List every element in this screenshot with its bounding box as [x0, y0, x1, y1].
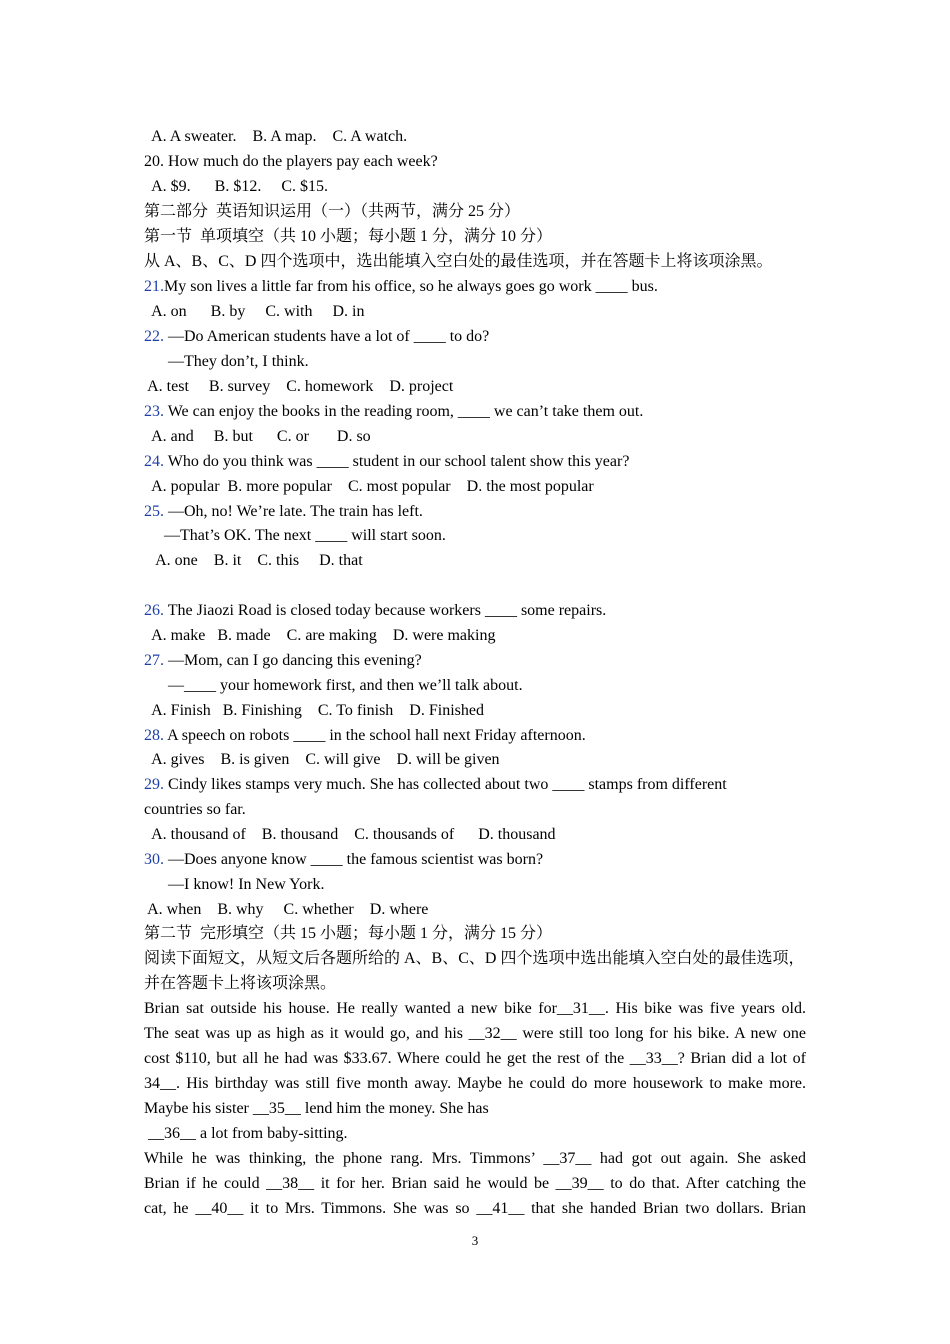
- question-line: [144, 277, 658, 297]
- line-text: While he was thinking, the phone rang. Mrs. Timmons’ __37__ had got out again. She asked: [144, 1150, 806, 1167]
- text-line: [144, 1049, 806, 1069]
- text-line: [144, 427, 371, 447]
- line-text: Maybe his sister __35__ lend him the money. She has: [144, 1100, 489, 1117]
- text-line: [144, 202, 520, 222]
- line-text: countries so far.: [144, 801, 246, 818]
- question-number: 25.: [144, 503, 164, 520]
- line-text: Cindy likes stamps very much. She has collected about two ____ stamps from different: [164, 776, 727, 793]
- text-line: [144, 1199, 806, 1219]
- line-text: 并在答题卡上将该项涂黑。: [144, 975, 337, 992]
- line-text: A. Finish B. Finishing C. To finish D. Finished: [144, 702, 484, 719]
- text-line: [144, 1174, 806, 1194]
- text-line: [144, 676, 523, 696]
- line-text: We can enjoy the books in the reading room, ____ we can’t take them out.: [164, 403, 644, 420]
- line-text: A speech on robots ____ in the school hall next Friday afternoon.: [164, 727, 586, 744]
- line-text: —Mom, can I go dancing this evening?: [164, 652, 422, 669]
- line-text: —I know! In New York.: [144, 876, 325, 893]
- question-number: 27.: [144, 652, 164, 669]
- question-number: 24.: [144, 453, 164, 470]
- line-text: A. gives B. is given C. will give D. will be given: [144, 751, 500, 768]
- line-text: —They don’t, I think.: [144, 353, 309, 370]
- line-text: Brian if he could __38__ it for her. Brian said he would be __39__ to do that. After catching the: [144, 1175, 806, 1192]
- line-text: —That’s OK. The next ____ will start soon.: [144, 527, 446, 544]
- line-text: A. make B. made C. are making D. were making: [144, 627, 496, 644]
- question-line: [144, 402, 643, 422]
- text-line: [144, 750, 500, 770]
- question-number: 29.: [144, 776, 164, 793]
- question-line: [144, 502, 423, 522]
- question-line: [144, 775, 727, 795]
- text-line: [144, 302, 364, 322]
- text-line: [144, 352, 309, 372]
- line-text: cat, he __40__ it to Mrs. Timmons. She was so __41__ that she handed Brian two dollars. Brian: [144, 1200, 806, 1217]
- line-text: 第二部分 英语知识运用（一）（共两节，满分 25 分）: [144, 203, 521, 220]
- text-line: [144, 377, 453, 397]
- text-line: [144, 252, 772, 272]
- text-line: [144, 900, 428, 920]
- line-text: 20. How much do the players pay each week?: [144, 153, 438, 170]
- question-line: [144, 726, 586, 746]
- line-text: —Oh, no! We’re late. The train has left.: [164, 503, 423, 520]
- text-line: [144, 825, 556, 845]
- line-text: cost $110, but all he had was $33.67. Where could he get the rest of the __33__? Brian did a lot of: [144, 1050, 806, 1067]
- text-line: [144, 701, 484, 721]
- line-text: __36__ a lot from baby-sitting.: [144, 1125, 348, 1142]
- question-line: [144, 850, 543, 870]
- text-line: [144, 999, 806, 1019]
- text-line: [144, 127, 407, 147]
- question-line: [144, 601, 606, 621]
- text-line: [144, 1099, 489, 1119]
- line-text: A. thousand of B. thousand C. thousands of D. thousand: [144, 826, 556, 843]
- line-text: A. popular B. more popular C. most popular D. the most popular: [144, 478, 594, 495]
- question-line: [144, 452, 629, 472]
- question-number: 22.: [144, 328, 164, 345]
- text-line: [144, 1024, 806, 1044]
- text-line: [144, 949, 804, 969]
- question-line: [144, 327, 489, 347]
- line-text: A. test B. survey C. homework D. project: [144, 378, 454, 395]
- line-text: Who do you think was ____ student in our school talent show this year?: [164, 453, 630, 470]
- line-text: 从 A、B、C、D 四个选项中，选出能填入空白处的最佳选项，并在答题卡上将该项涂黑。: [144, 253, 773, 270]
- text-line: [144, 626, 495, 646]
- line-text: A. and B. but C. or D. so: [144, 428, 371, 445]
- question-number: 23.: [144, 403, 164, 420]
- page-number: 3: [471, 1233, 479, 1248]
- question-number: 26.: [144, 602, 164, 619]
- question-number: 30.: [144, 851, 164, 868]
- line-text: A. $9. B. $12. C. $15.: [144, 178, 329, 195]
- text-line: [144, 1149, 806, 1169]
- text-line: [144, 551, 363, 571]
- line-text: A. A sweater. B. A map. C. A watch.: [144, 128, 408, 145]
- line-text: 第一节 单项填空（共 10 小题；每小题 1 分，满分 10 分）: [144, 228, 553, 245]
- question-line: [144, 651, 422, 671]
- line-text: —Does anyone know ____ the famous scientist was born?: [164, 851, 544, 868]
- text-line: [144, 526, 446, 546]
- line-text: The seat was up as high as it would go, and his __32__ were still too long for his bike. A new one: [144, 1025, 806, 1042]
- text-line: [144, 477, 594, 497]
- line-text: A. when B. why C. whether D. where: [144, 901, 429, 918]
- line-text: 34__. His birthday was still five month away. Maybe he could do more housework to make more.: [144, 1075, 806, 1092]
- text-line: [144, 800, 246, 820]
- line-text: —____ your homework first, and then we’ll talk about.: [144, 677, 523, 694]
- text-line: [144, 1124, 348, 1144]
- text-line: [144, 875, 324, 895]
- text-line: [144, 227, 552, 247]
- line-text: —Do American students have a lot of ____ to do?: [164, 328, 490, 345]
- question-number: 21.: [144, 278, 164, 295]
- line-text: A. one B. it C. this D. that: [144, 552, 363, 569]
- line-text: Brian sat outside his house. He really wanted a new bike for__31__. His bike was five years old.: [144, 1000, 806, 1017]
- text-line: [144, 152, 438, 172]
- text-line: [144, 924, 552, 944]
- line-text: My son lives a little far from his office, so he always goes go work ____ bus.: [164, 278, 658, 295]
- line-text: A. on B. by C. with D. in: [144, 303, 365, 320]
- line-text: 阅读下面短文，从短文后各题所给的 A、B、C、D 四个选项中选出能填入空白处的最佳选项，: [144, 950, 805, 967]
- question-number: 28.: [144, 727, 164, 744]
- line-text: The Jiaozi Road is closed today because workers ____ some repairs.: [164, 602, 607, 619]
- text-line: [144, 177, 328, 197]
- line-text: 第二节 完形填空（共 15 小题；每小题 1 分，满分 15 分）: [144, 925, 553, 942]
- text-line: [144, 974, 336, 994]
- text-line: [144, 1074, 806, 1094]
